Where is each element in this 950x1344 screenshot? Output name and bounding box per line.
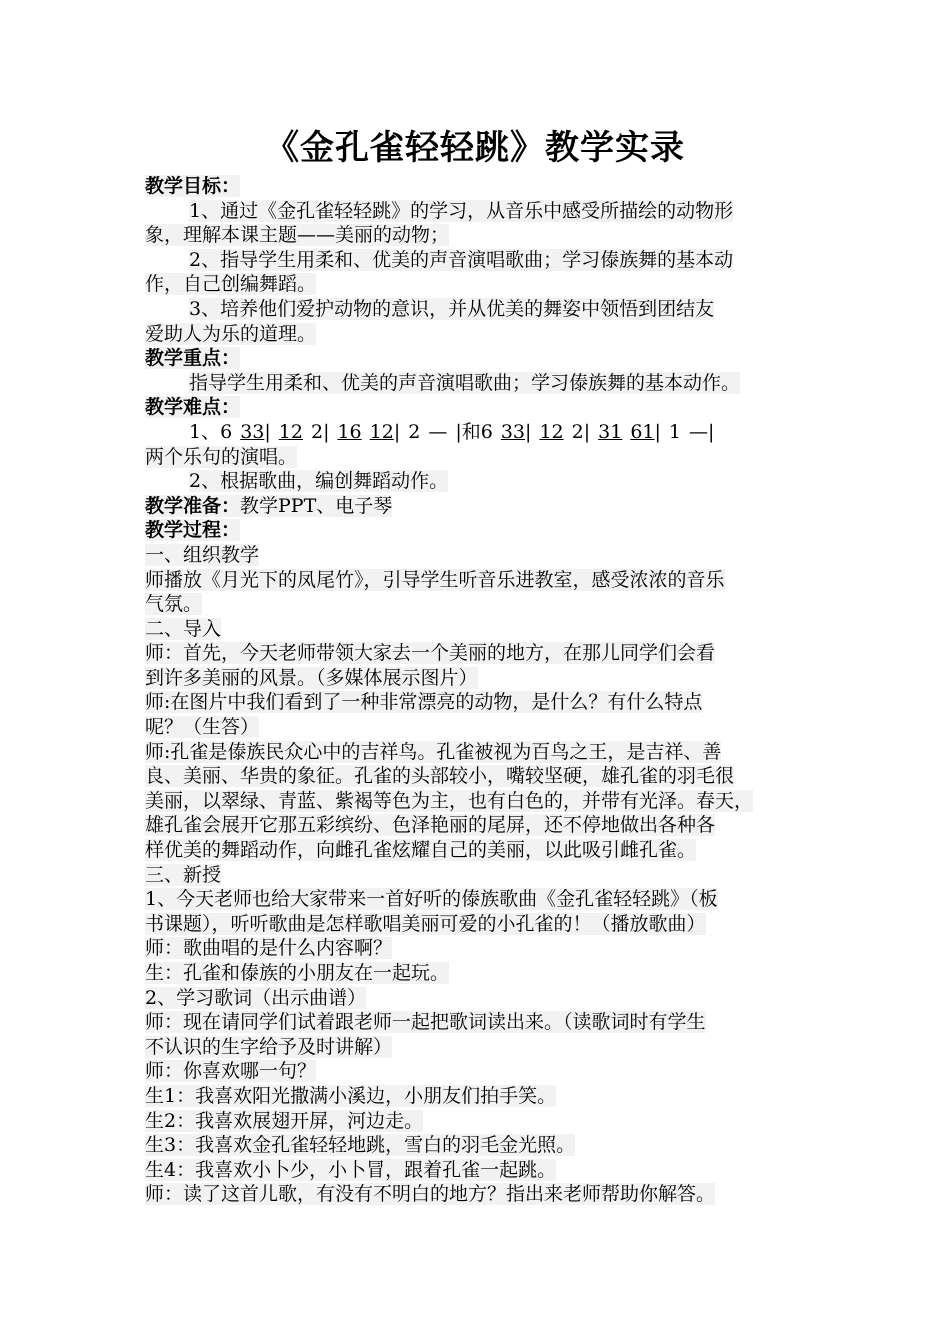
note-a6: 2 bbox=[408, 420, 421, 443]
section-3-line-6: 师：现在请同学们试着跟老师一起把歌词读出来。（读歌词时有学生 bbox=[145, 1011, 706, 1034]
note-a4: 16 bbox=[337, 420, 362, 443]
section-3-title: 三、新授 bbox=[145, 863, 222, 886]
section-3-line-7: 不认识的生字给予及时讲解） bbox=[145, 1035, 393, 1058]
note-b7: — bbox=[689, 420, 708, 443]
objective-2-line-2: 作，自己创编舞蹈。 bbox=[145, 273, 317, 296]
objective-1-line-2: 象，理解本课主题——美丽的动物； bbox=[145, 224, 450, 247]
preparation-text: 教学PPT、电子琴 bbox=[240, 494, 393, 517]
objective-3-line-1: 3、培养他们爱护动物的意识，并从优美的舞姿中领悟到团结友 bbox=[189, 297, 715, 320]
section-3-line-3: 师：歌曲唱的是什么内容啊？ bbox=[145, 937, 393, 960]
notation-prefix: 1、6 bbox=[189, 420, 233, 443]
section-3-line-9: 生1：我喜欢阳光撒满小溪边，小朋友们拍手笑。 bbox=[145, 1084, 557, 1107]
section-3-line-4: 生：孔雀和傣族的小朋友在一起玩。 bbox=[145, 962, 450, 984]
difficulties-line-2: 两个乐句的演唱。 bbox=[145, 445, 298, 468]
section-2-line-6: 良、美丽、华贵的象征。孔雀的头部较小，嘴较坚硬，雄孔雀的羽毛很 bbox=[145, 765, 735, 788]
document-body bbox=[145, 174, 810, 1207]
key-points-heading: 教学重点： bbox=[145, 347, 241, 370]
section-3-line-8: 师：你喜欢哪一句？ bbox=[145, 1060, 317, 1083]
section-3-line-13: 师：读了这首儿歌，有没有不明白的地方？指出来老师帮助你解答。 bbox=[145, 1183, 716, 1206]
note-b3: 2 bbox=[571, 420, 584, 443]
section-3-line-12: 生4：我喜欢小卜少，小卜冒，跟着孔雀一起跳。 bbox=[145, 1158, 557, 1181]
section-3-line-2: 书课题），听听歌曲是怎样歌唱美丽可爱的小孔雀的！（播放歌曲） bbox=[145, 912, 706, 935]
section-2-line-5: 师:孔雀是傣族民众心中的吉祥鸟。孔雀被视为百鸟之王，是吉祥、善 bbox=[145, 740, 722, 763]
objective-2-line-1: 2、指导学生用柔和、优美的声音演唱歌曲；学习傣族舞的基本动 bbox=[189, 248, 734, 271]
notation-line: 1、6 33| 12 2| 16 12| 2 — |和6 33| 12 2| 31 61| 1 —| bbox=[189, 420, 715, 443]
section-2-line-7: 美丽，以翠绿、青蓝、紫褐等色为主，也有白色的，并带有光泽。春天， bbox=[145, 789, 754, 812]
section-3-line-10: 生2：我喜欢展翅开屏，河边走。 bbox=[145, 1109, 424, 1132]
notation-and: 和6 bbox=[461, 420, 493, 443]
objectives-heading: 教学目标： bbox=[145, 175, 241, 197]
note-a1: 33 bbox=[240, 420, 265, 443]
key-points-text: 指导学生用柔和、优美的声音演唱歌曲；学习傣族舞的基本动作。 bbox=[189, 371, 741, 394]
section-1-line-1: 师播放《月光下的凤尾竹》，引导学生听音乐进教室，感受浓浓的音乐 bbox=[145, 568, 725, 591]
objective-1-line-1: 1、通过《金孔雀轻轻跳》的学习，从音乐中感受所描绘的动物形 bbox=[189, 199, 734, 222]
section-1-line-2: 气氛。 bbox=[145, 593, 203, 616]
note-b5: 61 bbox=[630, 420, 655, 443]
preparation-heading: 教学准备： bbox=[145, 494, 241, 517]
note-a2: 12 bbox=[278, 420, 303, 443]
objective-3-line-2: 爱助人为乐的道理。 bbox=[145, 322, 317, 345]
section-2-line-2: 到许多美丽的风景。（多媒体展示图片） bbox=[145, 666, 478, 689]
section-3-line-5: 2、学习歌词（出示曲谱） bbox=[145, 986, 367, 1009]
note-b1: 33 bbox=[500, 420, 526, 443]
note-a7: — bbox=[428, 420, 448, 443]
section-3-line-1: 1、今天老师也给大家带来一首好听的傣族歌曲《金孔雀轻轻跳》（板 bbox=[145, 888, 718, 911]
section-2-line-3: 师:在图片中我们看到了一种非常漂亮的动物，是什么？有什么特点 bbox=[145, 691, 703, 714]
section-2-line-8: 雄孔雀会展开它那五彩缤纷、色泽艳丽的尾屏，还不停地做出各种各 bbox=[145, 814, 716, 837]
note-a5: 12 bbox=[369, 420, 394, 443]
section-2-line-1: 师：首先，今天老师带领大家去一个美丽的地方，在那儿同学们会看 bbox=[145, 642, 716, 665]
difficulties-item-2: 2、根据歌曲，编创舞蹈动作。 bbox=[189, 470, 449, 493]
section-2-line-4: 呢？（生答） bbox=[145, 716, 260, 739]
section-1-title: 一、组织教学 bbox=[145, 543, 260, 566]
process-heading: 教学过程： bbox=[145, 519, 241, 542]
note-b4: 31 bbox=[598, 420, 623, 443]
section-2-title: 二、导入 bbox=[145, 617, 222, 640]
section-3-line-11: 生3：我喜欢金孔雀轻轻地跳，雪白的羽毛金光照。 bbox=[145, 1134, 576, 1157]
difficulties-heading: 教学难点： bbox=[145, 396, 241, 419]
note-a3: 2 bbox=[310, 420, 324, 443]
note-b2: 12 bbox=[539, 420, 564, 443]
page-title: 《金孔雀轻轻跳》教学实录 bbox=[265, 128, 685, 168]
note-b6: 1 bbox=[668, 420, 681, 443]
section-2-line-9: 样优美的舞蹈动作，向雌孔雀炫耀自己的美丽，以此吸引雌孔雀。 bbox=[145, 839, 697, 862]
